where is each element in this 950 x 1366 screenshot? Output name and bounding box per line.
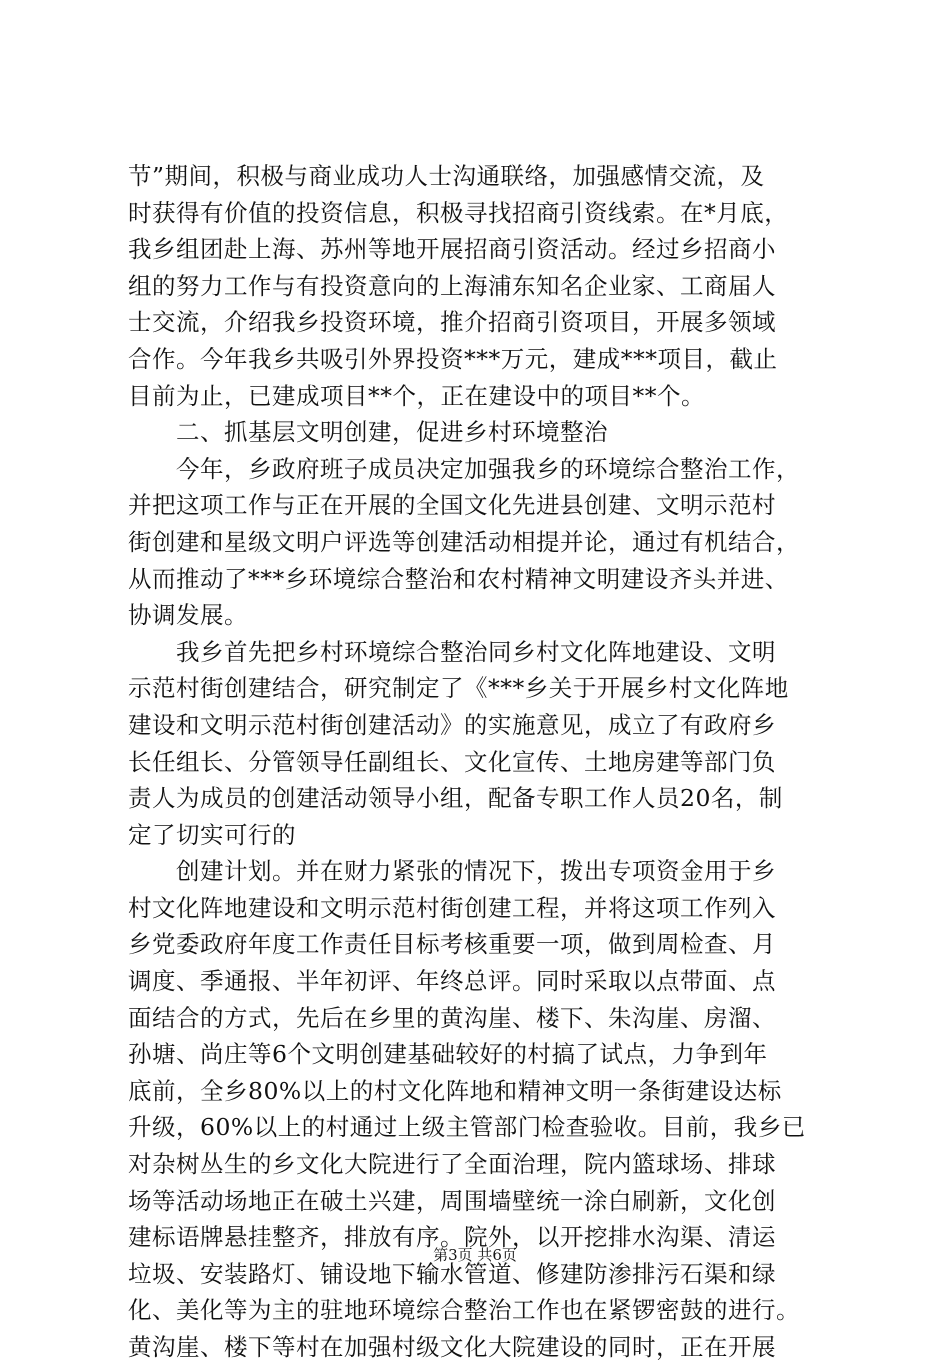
text-line: 化、美化等为主的驻地环境综合整治工作也在紧锣密鼓的进行。 — [128, 1296, 800, 1325]
page-footer: 第3页 共6页 — [433, 1246, 517, 1264]
text-line: 乡党委政府年度工作责任目标考核重要一项，做到周检查、月 — [128, 930, 776, 959]
text-line: 目前为止，已建成项目**个，正在建设中的项目**个。 — [128, 381, 705, 410]
text-line: 我乡组团赴上海、苏州等地开展招商引资活动。经过乡招商小 — [128, 235, 776, 264]
text-line: 孙塘、尚庄等6个文明创建基础较好的村搞了试点，力争到年 — [128, 1040, 768, 1069]
text-line: 示范村街创建结合，研究制定了《***乡关于开展乡村文化阵地 — [128, 674, 789, 703]
text-line: 调度、季通报、半年初评、年终总评。同时采取以点带面、点 — [128, 967, 776, 996]
text-line: 从而推动了***乡环境综合整治和农村精神文明建设齐头并进、 — [128, 564, 789, 593]
text-line: 责人为成员的创建活动领导小组，配备专职工作人员20名，制 — [128, 784, 783, 813]
text-line: 长任组长、分管领导任副组长、文化宣传、土地房建等部门负 — [128, 747, 776, 776]
text-line: 士交流，介绍我乡投资环境，推介招商引资项目，开展多领域 — [128, 308, 776, 337]
text-line: 升级，60%以上的村通过上级主管部门检查验收。目前，我乡已 — [128, 1113, 806, 1142]
text-line: 对杂树丛生的乡文化大院进行了全面治理，院内篮球场、排球 — [128, 1150, 776, 1179]
text-line: 二、抓基层文明创建，促进乡村环境整治 — [128, 418, 608, 447]
text-line: 村文化阵地建设和文明示范村街创建工程，并将这项工作列入 — [128, 893, 776, 922]
text-line: 建设和文明示范村街创建活动》的实施意见，成立了有政府乡 — [128, 710, 776, 739]
body-text — [128, 158, 828, 1366]
text-line: 创建计划。并在财力紧张的情况下，拨出专项资金用于乡 — [128, 857, 776, 886]
text-line: 街创建和星级文明户评选等创建活动相提并论，通过有机结合， — [128, 527, 800, 556]
text-line: 节”期间，积极与商业成功人士沟通联络，加强感情交流，及 — [128, 162, 765, 190]
text-line: 协调发展。 — [128, 601, 248, 630]
text-line: 今年，乡政府班子成员决定加强我乡的环境综合整治工作， — [128, 454, 800, 483]
text-line: 建标语牌悬挂整齐，排放有序。院外，以开挖排水沟渠、清运 — [128, 1223, 776, 1252]
text-line: 场等活动场地正在破土兴建，周围墙壁统一涂白刷新，文化创 — [128, 1186, 776, 1215]
text-line: 并把这项工作与正在开展的全国文化先进县创建、文明示范村 — [128, 491, 776, 520]
text-line: 合作。今年我乡共吸引外界投资***万元，建成***项目，截止 — [128, 344, 778, 373]
text-line: 黄沟崖、楼下等村在加强村级文化大院建设的同时，正在开展 — [128, 1333, 776, 1361]
text-line: 垃圾、安装路灯、铺设地下输水管道、修建防渗排污石渠和绿 — [128, 1259, 776, 1288]
text-line: 定了切实可行的 — [128, 820, 296, 849]
text-line: 我乡首先把乡村环境综合整治同乡村文化阵地建设、文明 — [128, 637, 776, 666]
text-line: 组的努力工作与有投资意向的上海浦东知名企业家、工商届人 — [128, 271, 776, 300]
text-line: 底前，全乡80%以上的村文化阵地和精神文明一条街建设达标 — [128, 1076, 782, 1105]
text-line: 时获得有价值的投资信息，积极寻找招商引资线索。在*月底， — [128, 198, 789, 227]
text-line: 面结合的方式，先后在乡里的黄沟崖、楼下、朱沟崖、房溜、 — [128, 1003, 776, 1032]
